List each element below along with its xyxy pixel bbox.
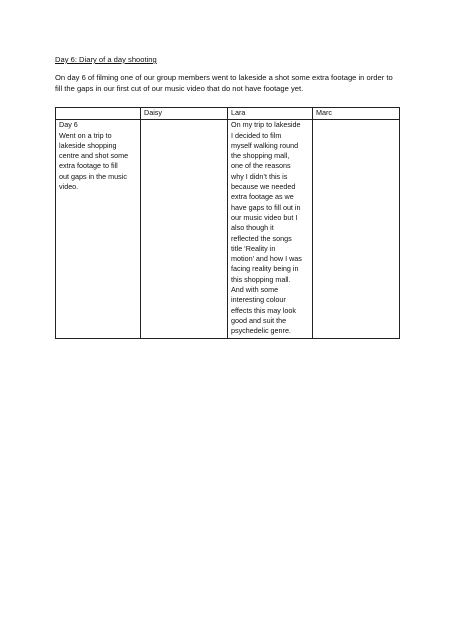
diary-table [55,107,400,339]
intro-paragraph: On day 6 of filming one of our group members went to lakeside a shot some extra footage in order to fill the gaps in our first cut of our music video that do not have footage yet. [55,73,393,93]
lara-cell [228,120,313,338]
lara-cell-text: On my trip to lakeside I decided to film myself walking round the shopping mall, one of the reasons why I didn’t this is because we needed extra footage as we have gaps to fill out in our music video but I also though it reflected the songs title ‘Reality in motion’ and how I was facing reality being in this shopping mall. And with some interesting colour effects this may look good and suit the psychedelic genre. [231,120,302,336]
header-empty [56,108,141,120]
header-daisy: Daisy [141,108,228,120]
page-title: Day 6: Diary of a day shooting [55,55,157,64]
header-marc: Marc [313,108,400,120]
day-cell-text: Day 6 Went on a trip to lakeside shopping centre and shot some extra footage to fill out gaps in the music video. [59,120,129,192]
daisy-cell [141,120,228,338]
header-lara: Lara [228,108,313,120]
day-cell [56,120,141,338]
table-row [56,120,400,338]
table-header-row [56,108,400,120]
marc-cell [313,120,400,338]
